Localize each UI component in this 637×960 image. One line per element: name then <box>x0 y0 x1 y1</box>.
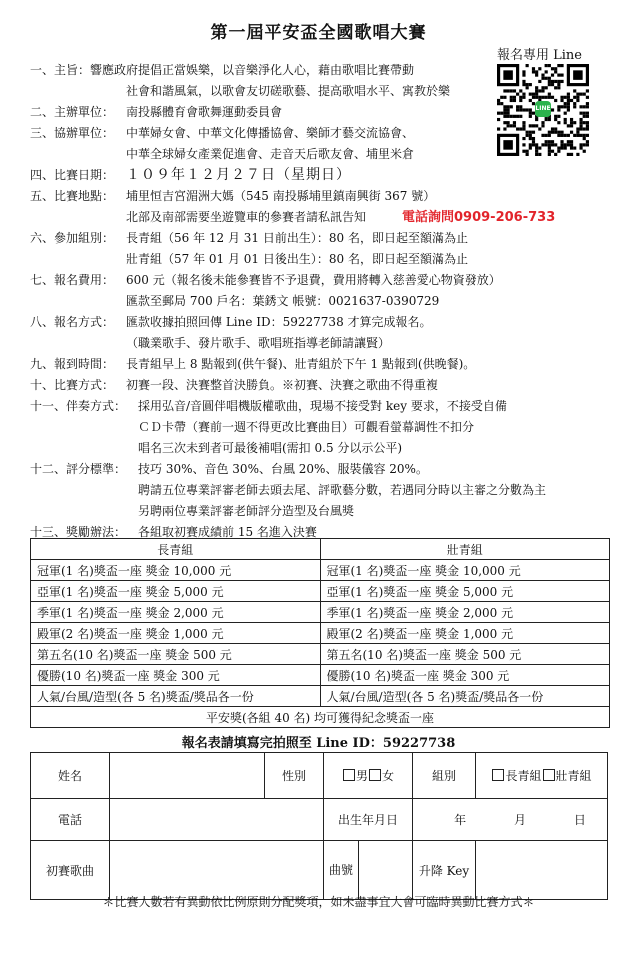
s11-text-2: ＣＤ卡帶（賽前一週不得更改比賽曲目）可觀看螢幕調性不扣分 <box>138 420 475 434</box>
s1-text-1: 響應政府提倡正當娛樂，以音樂淨化人心，藉由歌唱比賽帶動 <box>90 63 415 77</box>
phone-label: 電話 <box>31 799 110 841</box>
female-label: 女 <box>382 769 395 783</box>
s5-text-1: 埔里恒吉宮湄洲大媽（545 南投縣埔里鎮南興街 367 號） <box>126 189 436 203</box>
s10-text: 初賽一段、決賽整首決勝負。※初賽、決賽之歌曲不得重複 <box>126 378 439 392</box>
s6-label: 六、參加組別： <box>30 231 115 245</box>
prize-cell: 第五名(10 名)獎盃一座 獎金 500 元 <box>320 644 610 665</box>
s9-text: 長青組早上 8 點報到(供午餐)、壯青組於下午 1 點報到(供晚餐)。 <box>126 357 476 371</box>
s3-text-2: 中華全球婦女產業促進會、走音天后歌友會、埔里米倉 <box>126 147 415 161</box>
prize-cell: 冠軍(1 名)獎盃一座 獎金 10,000 元 <box>31 560 321 581</box>
s7-text-1: 600 元（報名後未能參賽皆不予退費，費用將轉入慈善愛心物資發放） <box>126 273 501 287</box>
s11-text-3: 唱名三次未到者可最後補唱(需扣 0.5 分以示公平) <box>138 441 403 455</box>
prize-cell: 亞軍(1 名)獎盃一座 獎金 5,000 元 <box>31 581 321 602</box>
group-label: 組別 <box>413 753 476 799</box>
s4-text: １０９年１２月２７日（星期日） <box>126 167 351 183</box>
qr-label: 報名專用 Line <box>497 48 582 63</box>
s7-label: 七、報名費用： <box>30 273 115 287</box>
name-field[interactable] <box>110 753 265 799</box>
birth-field[interactable] <box>413 799 608 841</box>
s2-label: 二、主辦單位： <box>30 105 115 119</box>
young-label: 壯青組 <box>555 769 592 783</box>
prize-header-elder: 長青組 <box>31 539 321 560</box>
prize-row <box>31 686 610 707</box>
prize-row <box>31 581 610 602</box>
page-title: 第一屆平安盃全國歌唱大賽 <box>210 23 427 43</box>
prize-header-young: 壯青組 <box>320 539 610 560</box>
s4-label: 四、比賽日期： <box>30 168 115 182</box>
male-label: 男 <box>355 769 368 783</box>
s12-text-2: 聘請五位專業評審老師去頭去尾、評歌藝分數，若遇同分時以主審之分數為主 <box>138 483 547 497</box>
prize-cell: 亞軍(1 名)獎盃一座 獎金 5,000 元 <box>320 581 610 602</box>
prize-row <box>31 665 610 686</box>
s13-label: 十三、獎勵辦法： <box>30 525 127 539</box>
birth-label: 出生年月日 <box>324 799 413 841</box>
prize-cell: 季軍(1 名)獎盃一座 獎金 2,000 元 <box>31 602 321 623</box>
prize-row <box>31 644 610 665</box>
prize-cell: 優勝(10 名)獎盃一座 獎金 300 元 <box>320 665 610 686</box>
male-checkbox[interactable] <box>343 769 355 781</box>
footer-note: ＊比賽人數若有異動依比例原則分配獎項，如未盡事宜大會可臨時異動比賽方式＊ <box>102 895 535 909</box>
s5-label: 五、比賽地點： <box>30 189 115 203</box>
prize-row <box>31 560 610 581</box>
track-no-label: 曲號 <box>324 841 359 899</box>
prize-row <box>31 623 610 644</box>
rules-section <box>30 60 620 543</box>
prize-cell: 季軍(1 名)獎盃一座 獎金 2,000 元 <box>320 602 610 623</box>
s12-text-3: 另聘兩位專業評審老師評分造型及台風獎 <box>138 504 355 518</box>
track-no-field[interactable] <box>359 841 413 899</box>
gender-options <box>324 753 413 799</box>
s6-text-2: 壯青組（57 年 01 月 01 日後出生）：80 名，即日起至額滿為止 <box>126 252 468 266</box>
s8-text-1: 匯款收據拍照回傳 Line ID：59227738 才算完成報名。 <box>126 315 432 329</box>
s9-label: 九、報到時間： <box>30 357 115 371</box>
song-label: 初賽歌曲 <box>31 841 110 900</box>
s12-label: 十二、評分標準： <box>30 462 127 476</box>
prize-cell: 殿軍(2 名)獎盃一座 獎金 1,000 元 <box>31 623 321 644</box>
month-label: 月 <box>513 813 526 827</box>
prize-cell: 第五名(10 名)獎盃一座 獎金 500 元 <box>31 644 321 665</box>
s11-text-1: 採用弘音/音圓伴唱機版權歌曲，現場不接受對 key 要求，不接受自備 <box>138 399 507 413</box>
prize-cell: 冠軍(1 名)獎盃一座 獎金 10,000 元 <box>320 560 610 581</box>
s3-label: 三、協辦單位： <box>30 126 115 140</box>
s1-label: 一、主旨： <box>30 63 91 77</box>
s10-label: 十、比賽方式： <box>30 378 115 392</box>
s8-label: 八、報名方式： <box>30 315 115 329</box>
prize-cell: 人氣/台風/造型(各 5 名)獎盃/獎品各一份 <box>320 686 610 707</box>
s8-text-2: （職業歌手、發片歌手、歌唱班指導老師請讓賢） <box>126 336 391 350</box>
female-checkbox[interactable] <box>369 769 381 781</box>
prize-cell: 殿軍(2 名)獎盃一座 獎金 1,000 元 <box>320 623 610 644</box>
registration-form <box>30 752 608 900</box>
elder-checkbox[interactable] <box>492 769 504 781</box>
phone-inquiry: 電話詢問0909-206-733 <box>402 210 556 225</box>
elder-label: 長青組 <box>505 769 542 783</box>
prize-cell: 人氣/台風/造型(各 5 名)獎盃/獎品各一份 <box>31 686 321 707</box>
s1-text-2: 社會和諧風氣，以歌會友切磋歌藝、提高歌唱水平、寓教於樂 <box>126 84 451 98</box>
key-label: 升降 Key <box>413 841 476 900</box>
key-field[interactable] <box>476 841 608 900</box>
group-options <box>476 753 608 799</box>
prize-cell: 優勝(10 名)獎盃一座 獎金 300 元 <box>31 665 321 686</box>
s12-text-1: 技巧 30%、音色 30%、台風 20%、服裝儀容 20%。 <box>138 462 428 476</box>
s13-text: 各組取初賽成績前 15 名進入決賽 <box>138 525 317 539</box>
prize-row <box>31 602 610 623</box>
s7-text-2: 匯款至郵局 700 戶名：葉銹文 帳號：0021637-0390729 <box>126 294 440 308</box>
s2-text: 南投縣體育會歌舞運動委員會 <box>126 105 283 119</box>
prize-table <box>30 538 610 728</box>
s5-text-2: 北部及南部需要坐遊覽車的參賽者請私訊告知 <box>126 210 367 224</box>
s3-text-1: 中華婦女會、中華文化傳播協會、樂師才藝交流協會、 <box>126 126 415 140</box>
day-label: 日 <box>573 813 586 827</box>
form-title: 報名表請填寫完拍照至 Line ID：59227738 <box>181 736 456 751</box>
song-field[interactable] <box>110 841 324 900</box>
young-checkbox[interactable] <box>543 769 555 781</box>
s6-text-1: 長青組（56 年 12 月 31 日前出生）：80 名，即日起至額滿為止 <box>126 231 468 245</box>
line-logo-icon: LINE <box>535 101 551 117</box>
name-label: 姓名 <box>31 753 110 799</box>
prize-footer: 平安獎(各組 40 名) 均可獲得紀念獎盃一座 <box>31 707 610 728</box>
gender-label: 性別 <box>265 753 324 799</box>
s11-label: 十一、伴奏方式： <box>30 399 127 413</box>
year-label: 年 <box>454 813 467 827</box>
phone-field[interactable] <box>110 799 324 841</box>
